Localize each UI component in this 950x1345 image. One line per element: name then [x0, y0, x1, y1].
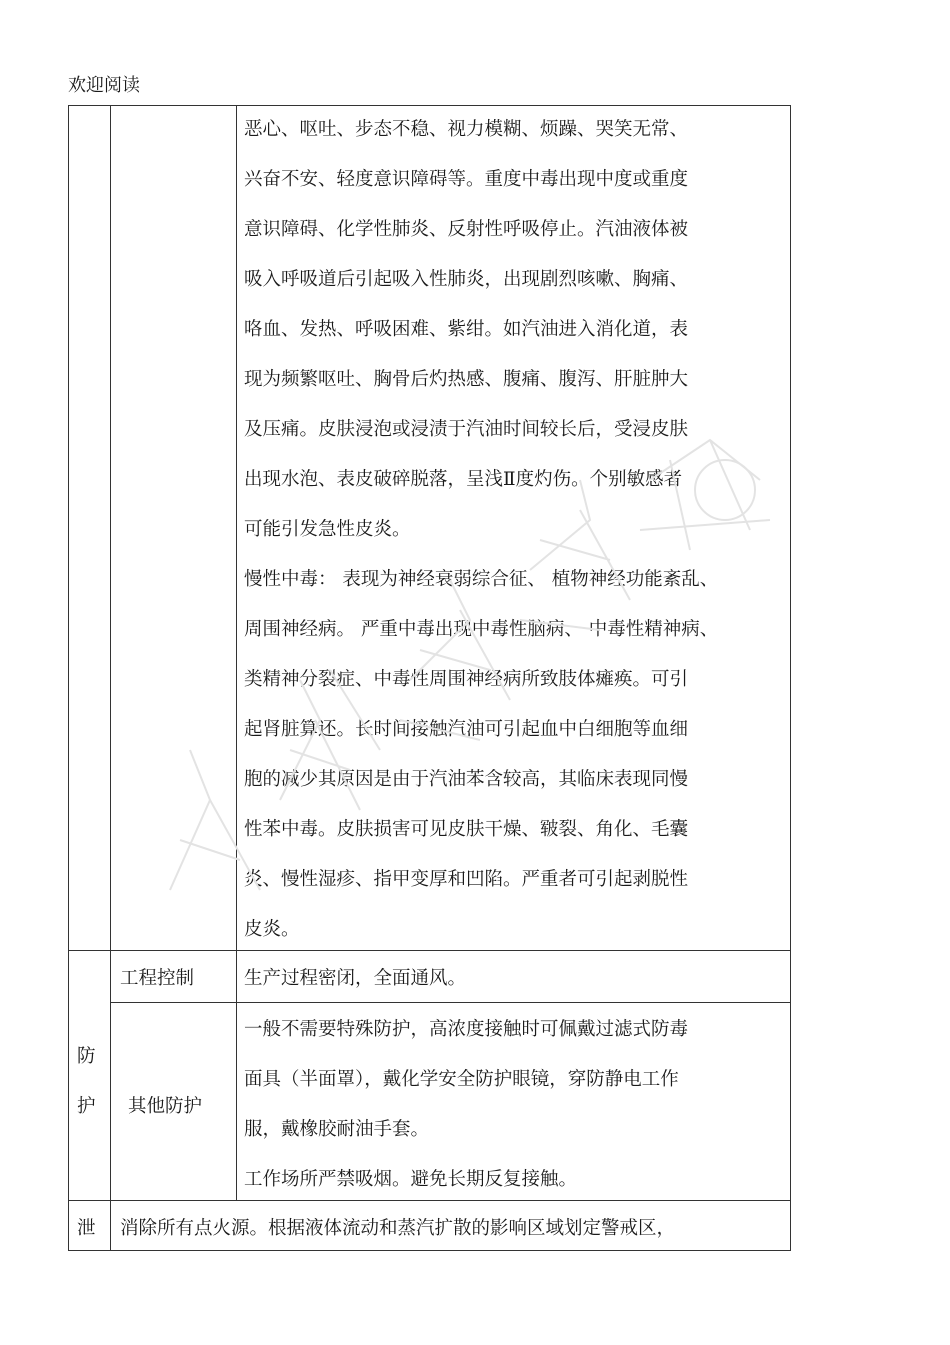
symptoms-line: 类精神分裂症、中毒性周围神经病所致肢体瘫痪。可引: [244, 669, 689, 690]
table-border-right: [790, 105, 791, 1251]
leak-text: 消除所有点火源。根据液体流动和蒸汽扩散的影响区域划定警戒区，: [120, 1218, 676, 1239]
engineering-control-text: 生产过程密闭，全面通风。: [244, 968, 467, 989]
page-header: 欢迎阅读: [68, 75, 140, 96]
table-row-divider: [68, 1200, 791, 1201]
table-border-left: [68, 105, 69, 1251]
table-row-divider: [110, 1002, 791, 1003]
symptoms-line: 皮炎。: [244, 919, 300, 940]
symptoms-line: 吸入呼吸道后引起吸入性肺炎，出现剧烈咳嗽、胸痛、: [244, 269, 689, 290]
symptoms-line: 慢性中毒： 表现为神经衰弱综合征、 植物神经功能紊乱、: [244, 569, 719, 590]
other-protection-line: 工作场所严禁吸烟。避免长期反复接触。: [244, 1169, 578, 1190]
table-col-divider: [110, 105, 111, 1251]
table-row-divider: [68, 950, 791, 951]
symptoms-line: 起肾脏算还。长时间接触汽油可引起血中白细胞等血细: [244, 719, 689, 740]
protection-section-label-char: 护: [77, 1096, 96, 1117]
symptoms-line: 周围神经病。 严重中毒出现中毒性脑病、 中毒性精神病、: [244, 619, 719, 640]
table-border-top: [68, 105, 791, 106]
symptoms-line: 意识障碍、化学性肺炎、反射性呼吸停止。汽油液体被: [244, 219, 689, 240]
other-protection-line: 面具（半面罩），戴化学安全防护眼镜，穿防静电工作: [244, 1069, 679, 1090]
symptoms-line: 出现水泡、表皮破碎脱落，呈浅Ⅱ度灼伤。个别敏感者: [244, 469, 683, 490]
symptoms-line: 可能引发急性皮炎。: [244, 519, 411, 540]
symptoms-line: 咯血、发热、呼吸困难、紫绀。如汽油进入消化道，表: [244, 319, 689, 340]
symptoms-line: 及压痛。皮肤浸泡或浸渍于汽油时间较长后，受浸皮肤: [244, 419, 689, 440]
protection-section-label-char: 防: [77, 1046, 96, 1067]
symptoms-line: 兴奋不安、轻度意识障碍等。重度中毒出现中度或重度: [244, 169, 689, 190]
table-border-bottom: [68, 1250, 791, 1251]
leak-section-label: 泄: [77, 1218, 96, 1239]
other-protection-line: 服，戴橡胶耐油手套。: [244, 1119, 430, 1140]
symptoms-line: 胞的减少其原因是由于汽油苯含较高，其临床表现同慢: [244, 769, 689, 790]
other-protection-line: 一般不需要特殊防护，高浓度接触时可佩戴过滤式防毒: [244, 1019, 689, 1040]
symptoms-line: 性苯中毒。皮肤损害可见皮肤干燥、皲裂、角化、毛囊: [244, 819, 689, 840]
other-protection-label: 其他防护: [128, 1096, 203, 1117]
symptoms-line: 现为频繁呕吐、胸骨后灼热感、腹痛、腹泻、肝脏肿大: [244, 369, 689, 390]
symptoms-line: 恶心、呕吐、步态不稳、视力模糊、烦躁、哭笑无常、: [244, 119, 689, 140]
symptoms-line: 炎、慢性湿疹、指甲变厚和凹陷。严重者可引起剥脱性: [244, 869, 689, 890]
table-col-divider: [236, 105, 237, 1201]
engineering-control-label: 工程控制: [120, 968, 195, 989]
